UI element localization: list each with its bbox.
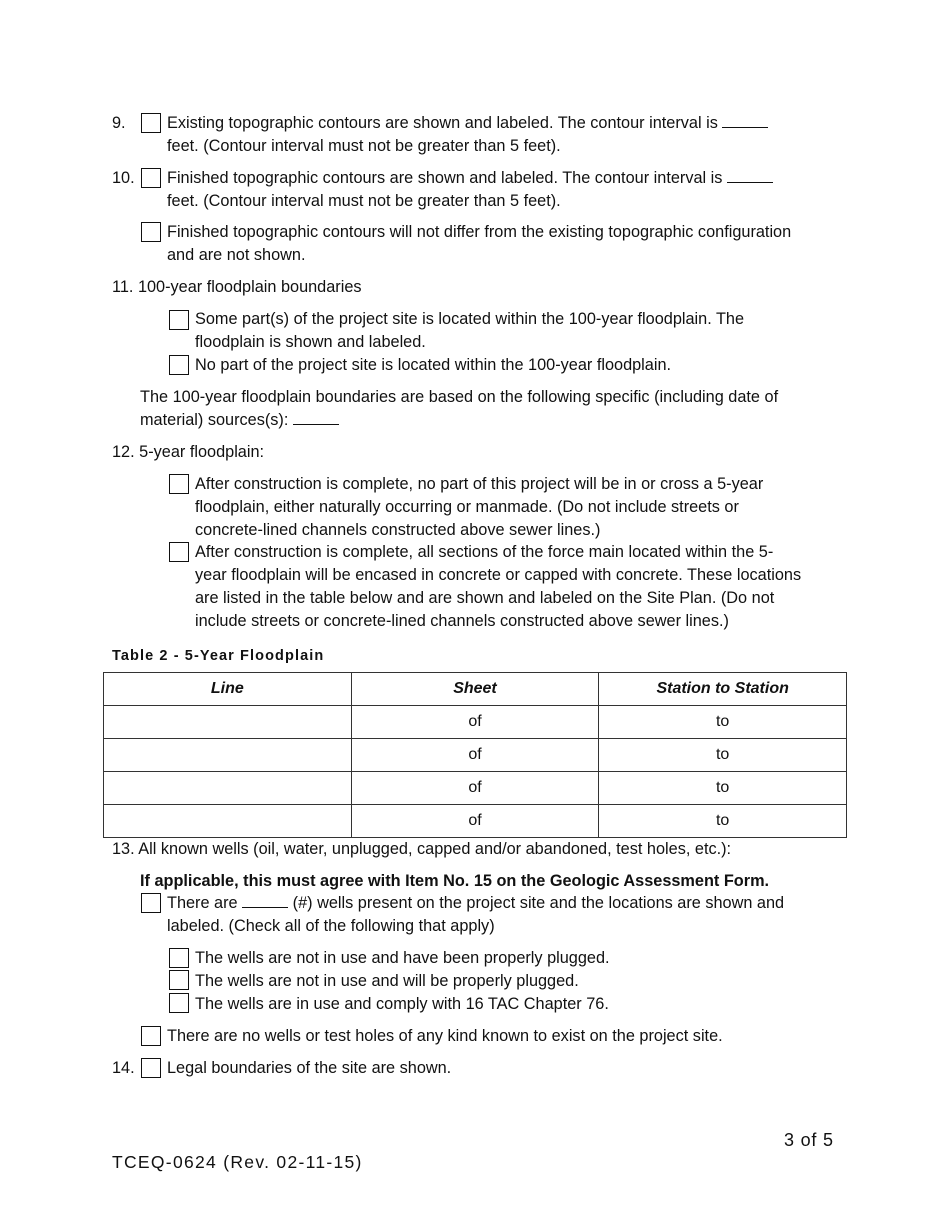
table-cell-sheet[interactable]: of xyxy=(351,772,599,805)
col-header-line: Line xyxy=(104,673,352,706)
table-2-title: Table 2 - 5-Year Floodplain xyxy=(112,648,325,664)
table-cell-sheet[interactable]: of xyxy=(351,706,599,739)
table-header-row xyxy=(104,673,847,706)
item-12-opt1-checkbox[interactable] xyxy=(169,474,189,494)
item-12-opt1-line1: After construction is complete, no part of this project will be in or cross a 5-year xyxy=(195,475,764,493)
contour-interval-existing-field[interactable] xyxy=(722,114,768,128)
item-9-line2: feet. (Contour interval must not be greater than 5 feet). xyxy=(167,137,561,155)
item-10-alt-checkbox[interactable] xyxy=(141,222,161,242)
item-13-opt1-checkbox[interactable] xyxy=(141,893,161,913)
item-13-opt2-checkbox[interactable] xyxy=(141,1026,161,1046)
item-12-opt2-line4: include streets or concrete-lined channels constructed above sewer lines.) xyxy=(195,612,729,630)
item-10-checkbox[interactable] xyxy=(141,168,161,188)
item-14-checkbox[interactable] xyxy=(141,1058,161,1078)
table-cell-line[interactable] xyxy=(104,772,352,805)
form-id: TCEQ-0624 (Rev. 02-11-15) xyxy=(112,1152,363,1172)
item-13-sub1-checkbox[interactable] xyxy=(169,948,189,968)
table-cell-sheet[interactable]: of xyxy=(351,805,599,838)
item-12-opt2-checkbox[interactable] xyxy=(169,542,189,562)
item-12-opt2-line1: After construction is complete, all sections of the force main located within the 5- xyxy=(195,543,774,561)
item-12-opt2-line2: year floodplain will be encased in concrete or capped with concrete. These locations xyxy=(195,566,802,584)
table-row xyxy=(104,772,847,805)
item-10-alt-line1: Finished topographic contours will not differ from the existing topographic configuration xyxy=(167,223,792,241)
table-row xyxy=(104,739,847,772)
item-13-sub2-checkbox[interactable] xyxy=(169,970,189,990)
table-cell-line[interactable] xyxy=(104,805,352,838)
contour-interval-finished-field[interactable] xyxy=(727,169,773,183)
page-number: 3 of 5 xyxy=(784,1130,834,1150)
floodplain-sources-field[interactable] xyxy=(293,411,339,425)
table-cell-station[interactable]: to xyxy=(599,772,847,805)
table-cell-station[interactable]: to xyxy=(599,706,847,739)
item-14-text: Legal boundaries of the site are shown. xyxy=(167,1059,452,1077)
col-header-station: Station to Station xyxy=(599,673,847,706)
item-9-checkbox[interactable] xyxy=(141,113,161,133)
item-12-opt1-line2: floodplain, either naturally occurring or manmade. (Do not include streets or xyxy=(195,498,739,516)
item-10-alt-line2: and are not shown. xyxy=(167,246,306,264)
col-header-sheet: Sheet xyxy=(351,673,599,706)
item-13-opt1-line1: There are (#) wells present on the project site and the locations are shown and xyxy=(167,894,785,912)
item-10-line2: feet. (Contour interval must not be greater than 5 feet). xyxy=(167,192,561,210)
wells-count-field[interactable] xyxy=(242,894,288,908)
item-11-opt1-line1: Some part(s) of the project site is located within the 100-year floodplain. The xyxy=(195,310,745,328)
item-12-heading: 12. 5-year floodplain: xyxy=(112,443,265,461)
item-13-opt2: There are no wells or test holes of any kind known to exist on the project site. xyxy=(167,1027,723,1045)
item-12-opt2-line3: are listed in the table below and are shown and labeled on the Site Plan. (Do not xyxy=(195,589,775,607)
item-11-opt1-checkbox[interactable] xyxy=(169,310,189,330)
item-13-opt1-line2: labeled. (Check all of the following that apply) xyxy=(167,917,495,935)
item-11-opt2-checkbox[interactable] xyxy=(169,355,189,375)
item-13-sub3: The wells are in use and comply with 16 TAC Chapter 76. xyxy=(195,995,609,1013)
item-9-line1: Existing topographic contours are shown and labeled. The contour interval is xyxy=(167,112,768,135)
item-12-opt1-line3: concrete-lined channels constructed above sewer lines.) xyxy=(195,521,601,539)
item-11-sources-line1: The 100-year floodplain boundaries are based on the following specific (including date of xyxy=(140,388,779,406)
floodplain-table xyxy=(103,672,847,838)
item-11-heading: 11. 100-year floodplain boundaries xyxy=(112,278,362,296)
item-10-line1: Finished topographic contours are shown and labeled. The contour interval is xyxy=(167,167,773,190)
item-14-number: 14. xyxy=(112,1059,135,1077)
table-cell-line[interactable] xyxy=(104,706,352,739)
item-11-opt1-line2: floodplain is shown and labeled. xyxy=(195,333,426,351)
table-cell-line[interactable] xyxy=(104,739,352,772)
item-13-sub3-checkbox[interactable] xyxy=(169,993,189,1013)
item-11-opt2: No part of the project site is located within the 100-year floodplain. xyxy=(195,356,672,374)
table-row xyxy=(104,805,847,838)
item-10-number: 10. xyxy=(112,169,135,187)
table-cell-station[interactable]: to xyxy=(599,805,847,838)
table-cell-station[interactable]: to xyxy=(599,739,847,772)
item-13-sub1: The wells are not in use and have been properly plugged. xyxy=(195,949,610,967)
item-11-sources-line2: material) sources(s): xyxy=(140,409,339,432)
table-cell-sheet[interactable]: of xyxy=(351,739,599,772)
table-row xyxy=(104,706,847,739)
item-13-heading: 13. All known wells (oil, water, unplugged, capped and/or abandoned, test holes, etc.): xyxy=(112,840,732,858)
item-9-number: 9. xyxy=(112,114,126,132)
item-13-sub2: The wells are not in use and will be properly plugged. xyxy=(195,972,579,990)
item-13-note: If applicable, this must agree with Item No. 15 on the Geologic Assessment Form. xyxy=(140,872,770,890)
